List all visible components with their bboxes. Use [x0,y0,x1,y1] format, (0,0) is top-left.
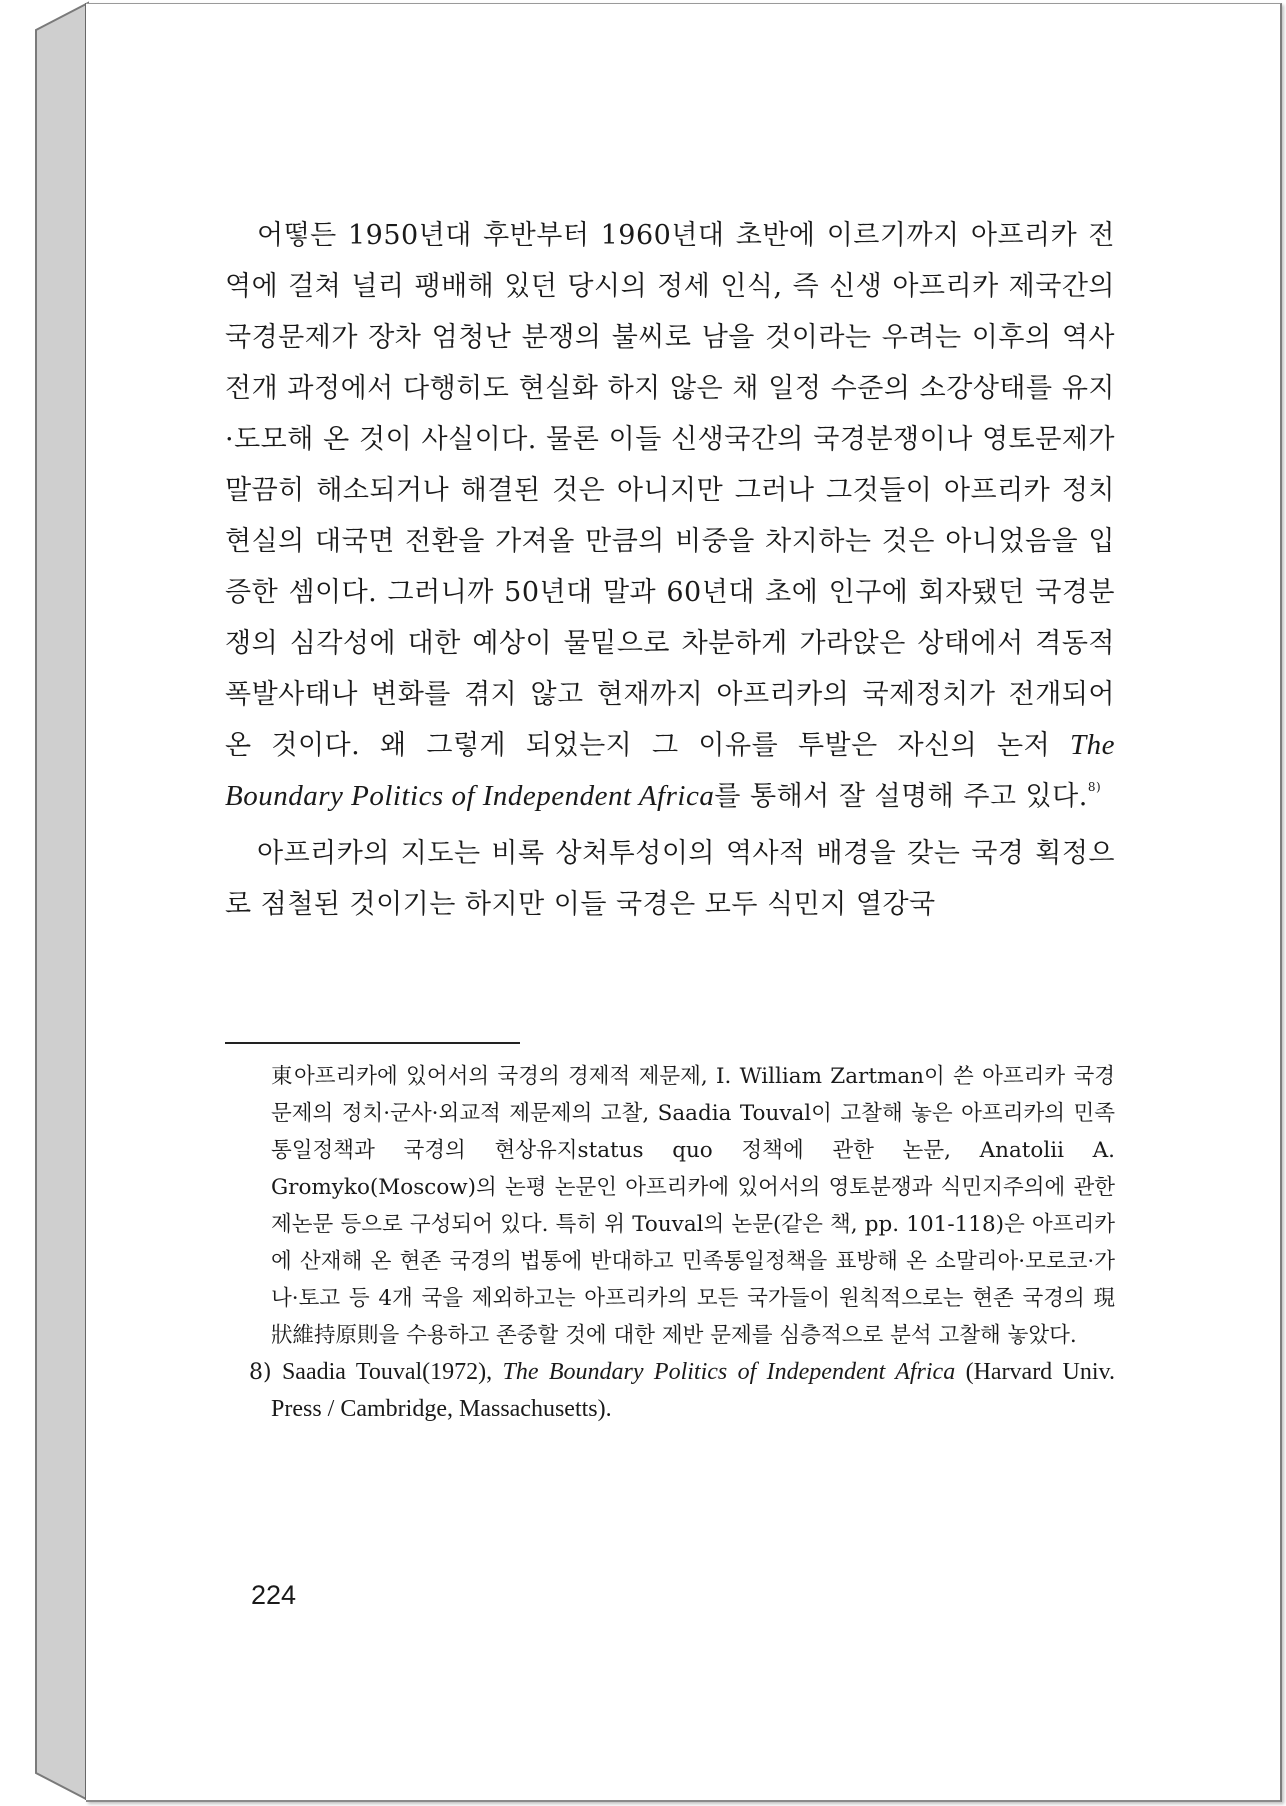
footnote-8 [225,1354,1115,1428]
footnote-8-author: Saadia Touval(1972), [271,1359,503,1385]
paragraph-1-text: 어떻든 1950년대 후반부터 1960년대 초반에 이르기까지 아프리카 전역에 걸쳐 널리 팽배해 있던 당시의 정세 인식, 즉 신생 아프리카 제국간의 국경문제가 장차 엄청난 분쟁의 불씨로 남을 것이라는 우려는 이후의 역사 전개 과정에서 다행히도 현실화 하지 않은 채 일정 수준의 소강상태를 유지·도모해 온 것이 사실이다. 물론 이들 신생국간의 국경분쟁이나 영토문제가 말끔히 해소되거나 해결된 것은 아니지만 그러나 그것들이 아프리카 정치현실의 대국면 전환을 가져올 만큼의 비중을 차지하는 것은 아니었음을 입증한 셈이다. 그러니까 50년대 말과 60년대 초에 인구에 회자됐던 국경분쟁의 심각성에 대한 예상이 물밑으로 차분하게 가라앉은 상태에서 격동적 폭발사태나 변화를 겪지 않고 현재까지 아프리카의 국제정치가 전개되어 온 것이다. 왜 그렇게 되었는지 그 이유를 투발은 자신의 논저 [225,220,1115,761]
footnote-7-continued: 東아프리카에 있어서의 국경의 경제적 제문제, I. William Zartman이 쓴 아프리카 국경문제의 정치·군사·외교적 제문제의 고찰, Saadia Touval이 고찰해 놓은 아프리카의 민족통일정책과 국경의 현상유지status quo 정책에 관한 논문, Anatolii A. Gromyko(Moscow)의 논평 논문인 아프리카에 있어서의 영토분쟁과 식민지주의에 관한 제논문 등으로 구성되어 있다. 특히 위 Touval의 논문(같은 책, pp. 101-118)은 아프리카에 산재해 온 현존 국경의 법통에 반대하고 민족통일정책을 표방해 온 소말리아·모로코·가나·토고 등 4개 국을 제외하고는 아프리카의 모든 국가들이 원칙적으로는 현존 국경의 現狀維持原則을 수용하고 존중할 것에 대한 제반 문제를 심층적으로 분석 고찰해 놓았다. [271,1064,1115,1348]
footnote-separator [225,1042,520,1044]
footnote-8-book-title: The Boundary Politics of Independent Africa [502,1359,956,1385]
paragraph-2: 아프리카의 지도는 비록 상처투성이의 역사적 배경을 갖는 국경 획정으로 점철된 것이기는 하지만 이들 국경은 모두 식민지 열강국 [225,838,1115,920]
book-spine [0,0,90,1806]
paragraph-1 [225,210,1115,822]
footnote-ref-8: 8) [1087,780,1102,794]
footnote-8-publisher: (Harvard Univ. Press / Cambridge, Massachusetts). [271,1359,1115,1422]
book-title: The Boundary Politics of Independent Africa [225,729,1115,812]
body-text [225,210,1115,936]
paragraph-1-tail: 를 통해서 잘 설명해 주고 있다. [714,781,1088,812]
footnote-8-number: 8) [249,1360,272,1385]
footnotes [225,1058,1115,1428]
page-number: 224 [251,1580,297,1610]
